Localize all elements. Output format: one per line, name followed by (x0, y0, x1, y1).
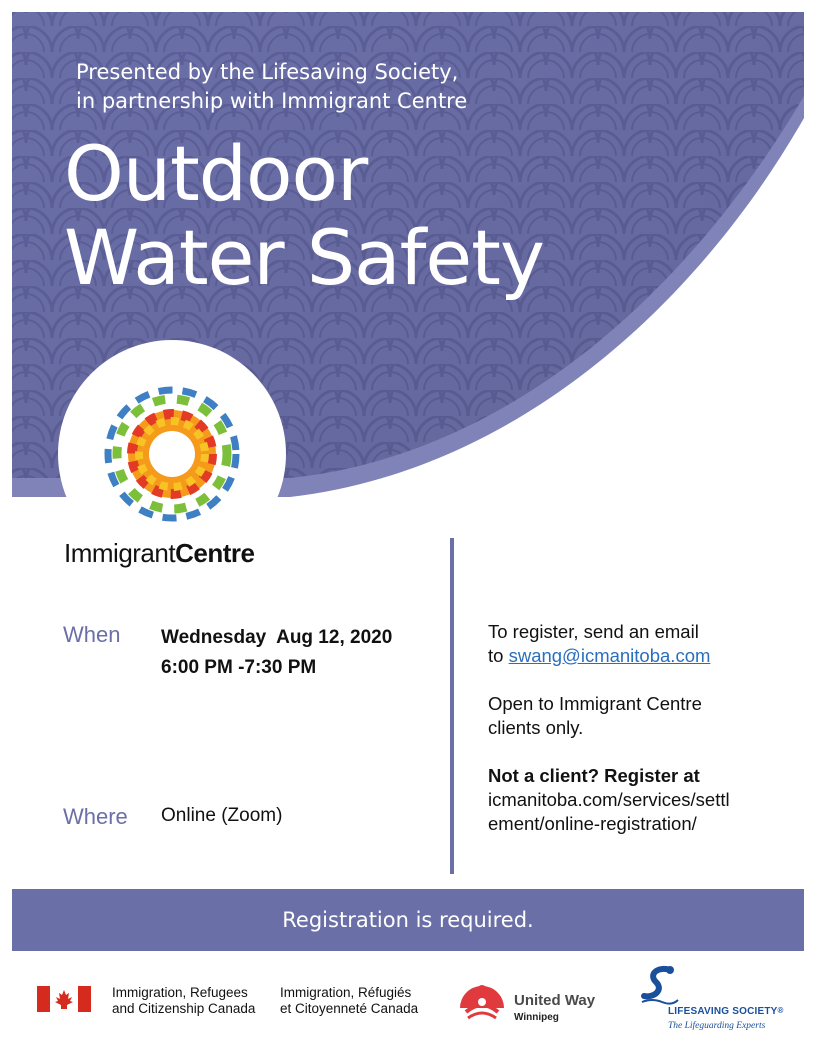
register-to-prefix: to (488, 645, 509, 666)
event-date: Wednesday Aug 12, 2020 (161, 627, 393, 648)
event-time: 6:00 PM -7:30 PM (161, 657, 317, 678)
where-value: Online (Zoom) (161, 805, 283, 826)
email-link[interactable]: swang@icmanitoba.com (508, 645, 711, 666)
registration-url[interactable]: icmanitoba.com/services/settlement/online-registration/ (488, 789, 730, 834)
where-label: Where (63, 804, 128, 829)
immigrant-centre-logo (100, 382, 244, 526)
lifesaving-name-text: LIFESAVING SOCIETY (668, 1006, 778, 1017)
not-client-heading: Not a client? Register at (488, 765, 700, 786)
presenter-subtitle (76, 58, 467, 116)
subtitle-line-1: Presented by the Lifesaving Society, (76, 60, 459, 84)
canada-flag-icon (37, 986, 91, 1012)
registered-mark: ® (777, 1006, 784, 1015)
lifesaving-society-name (668, 1006, 784, 1017)
wordmark-regular: Immigrant (64, 538, 176, 568)
united-way-city: Winnipeg (514, 1012, 559, 1023)
title-line-1: Outdoor (64, 129, 368, 218)
ircc-fr-line-2: et Citoyenneté Canada (280, 1001, 419, 1016)
page-title (64, 129, 544, 302)
subtitle-line-2: in partnership with Immigrant Centre (76, 89, 468, 113)
united-way-name: United Way (514, 992, 596, 1009)
registration-banner (12, 889, 804, 951)
title-line-2: Water Safety (64, 213, 544, 302)
lifesaving-society-logo-icon (640, 964, 680, 1006)
registration-info (488, 620, 738, 836)
when-label: When (63, 622, 121, 647)
ircc-french (280, 985, 418, 1017)
register-line-1: To register, send an email (488, 621, 699, 642)
ircc-en-line-1: Immigration, Refugees (112, 985, 248, 1000)
open-line-2: clients only. (488, 717, 584, 738)
united-way-logo-icon (456, 978, 508, 1024)
when-value (161, 623, 392, 683)
logo-center (149, 431, 195, 477)
ircc-en-line-2: and Citizenship Canada (112, 1001, 256, 1016)
open-line-1: Open to Immigrant Centre (488, 693, 702, 714)
register-line-2 (488, 644, 738, 668)
ircc-english (112, 985, 255, 1017)
column-divider (450, 538, 454, 874)
lifesaving-tagline: The Lifeguarding Experts (668, 1021, 766, 1031)
immigrant-centre-wordmark (64, 538, 254, 569)
ircc-fr-line-1: Immigration, Réfugiés (280, 985, 412, 1000)
wordmark-bold: Centre (175, 538, 255, 568)
banner-text: Registration is required. (282, 908, 534, 932)
